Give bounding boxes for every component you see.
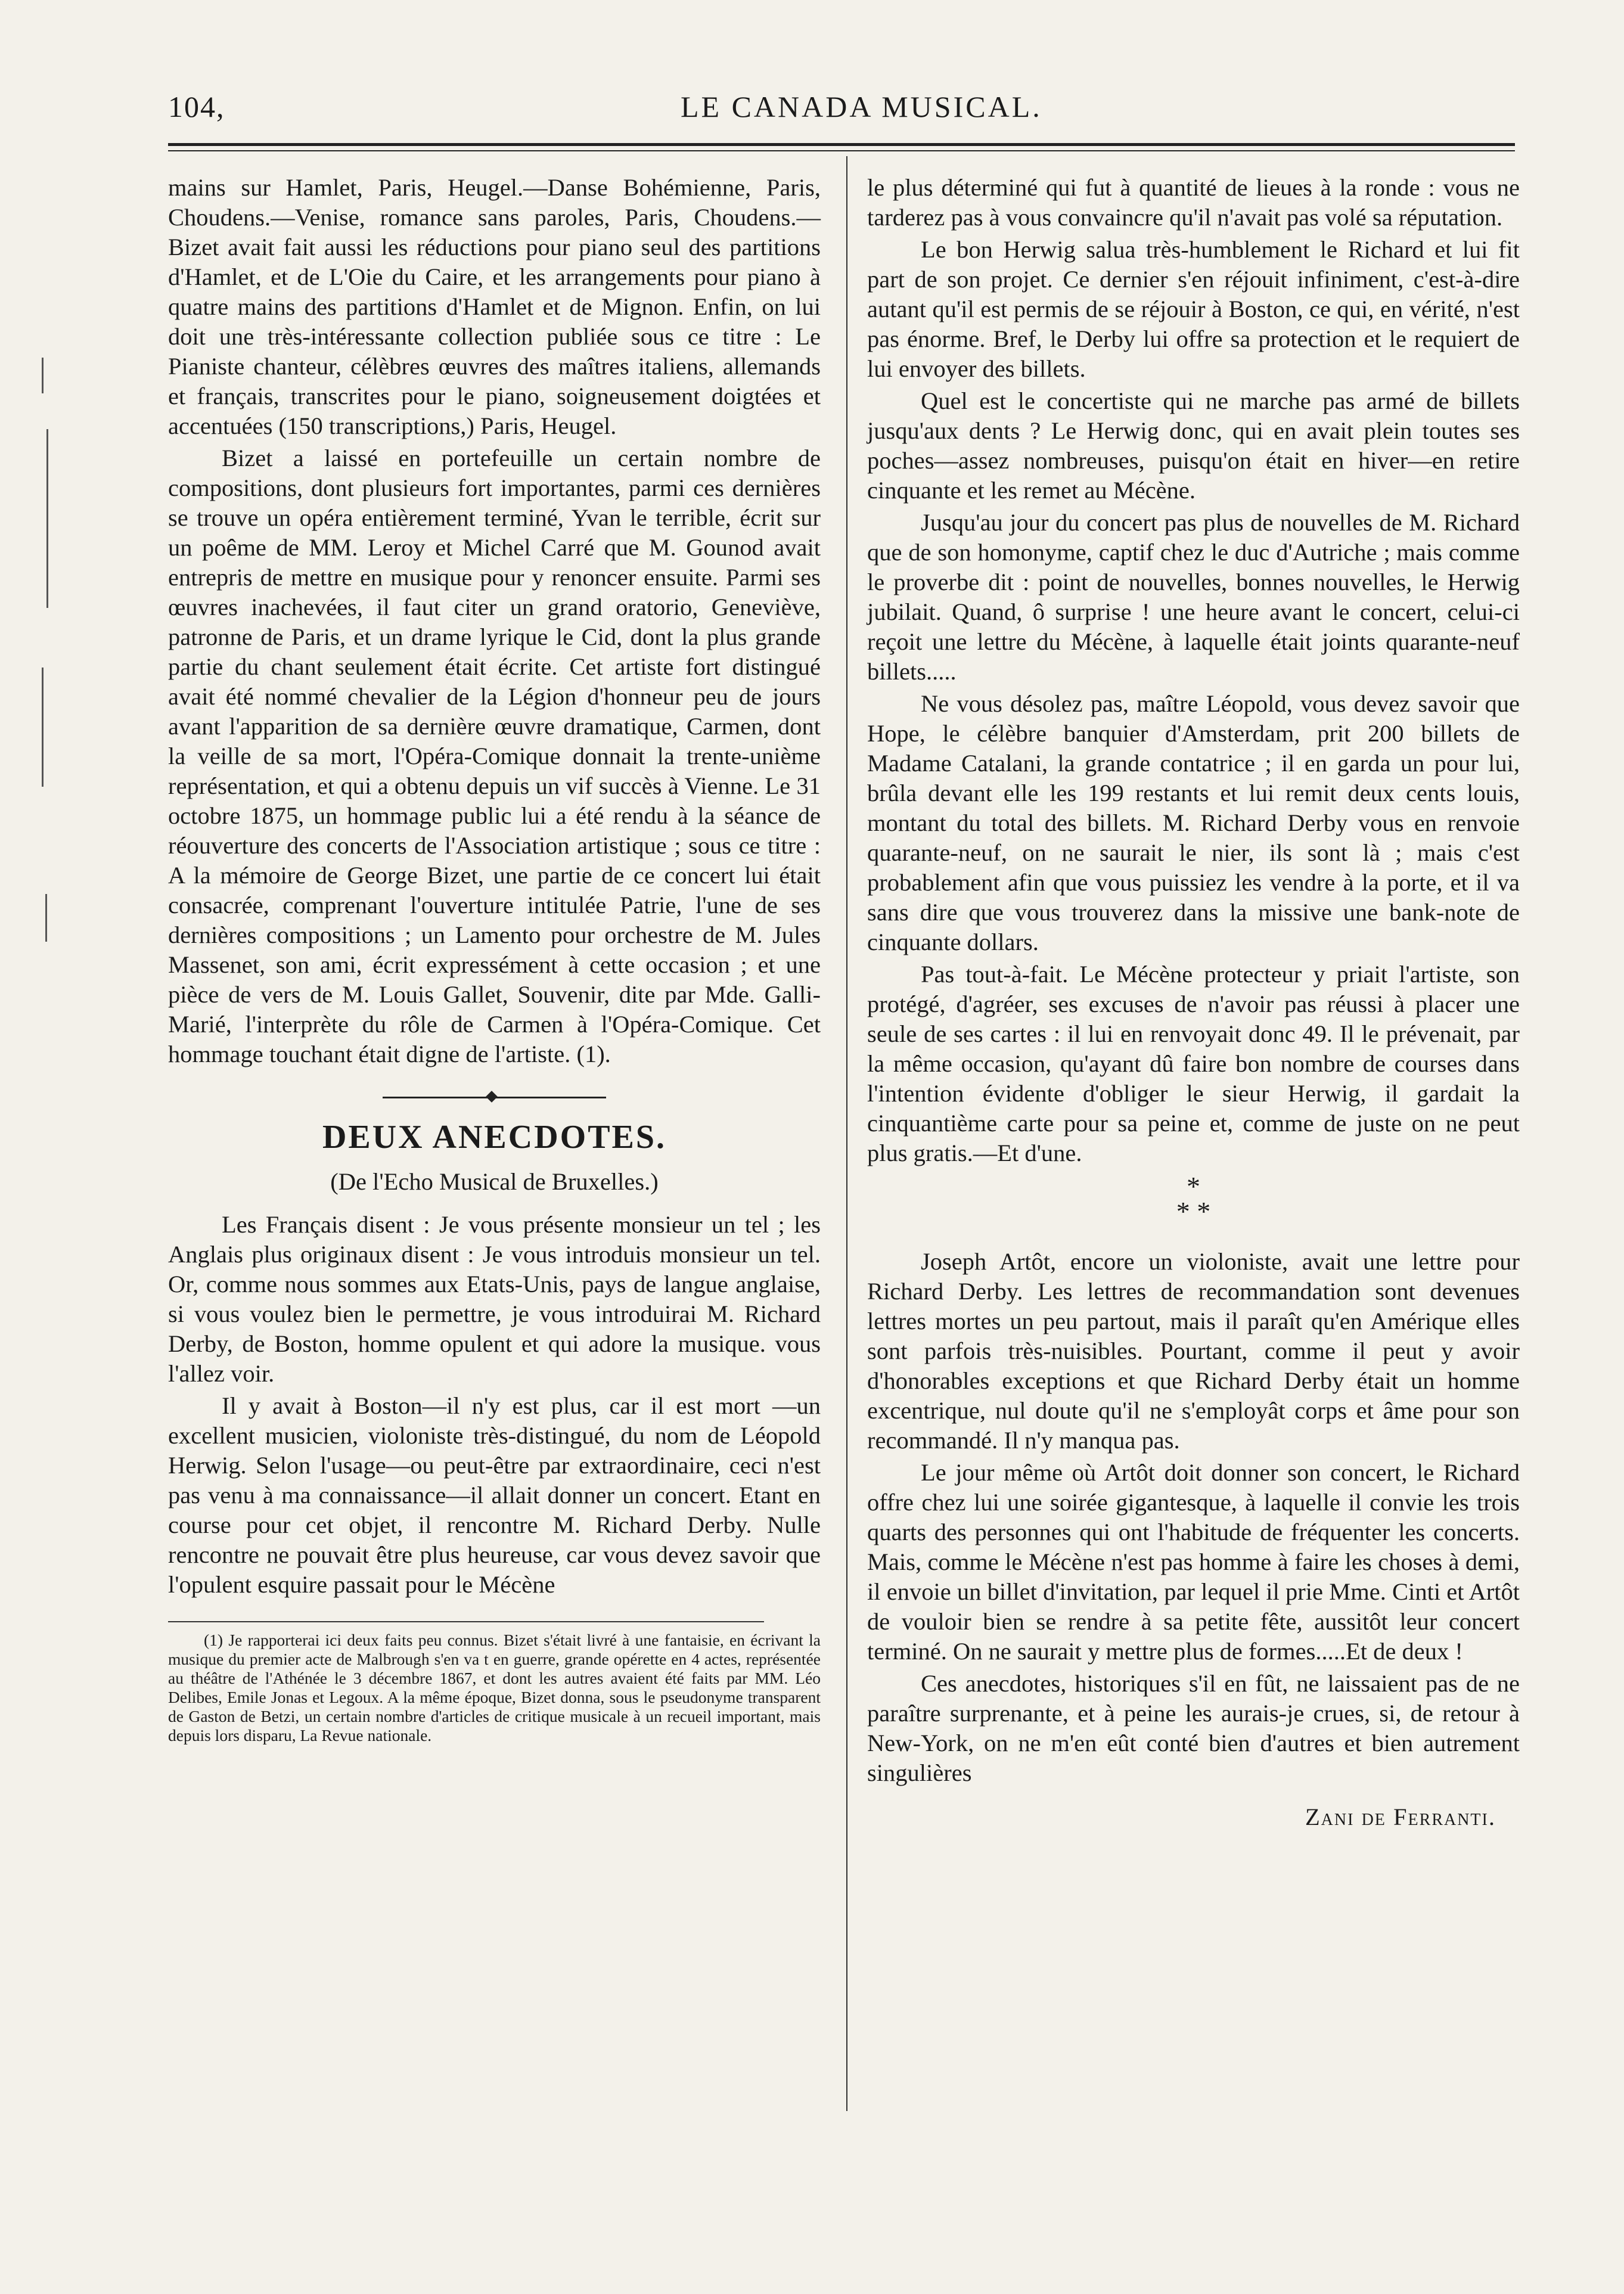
article-paragraph: Pas tout-à-fait. Le Mécène protecteur y priait l'artiste, son protégé, d'agréer, ses excuses de n'avoir pas réussi à placer une seule de ses cartes : il lui en renvoyait donc 49. Il le prévenait, par la même occasion, qu'ayant dû faire bon nombre de courses dans l'intention évidente d'obliger le sieur Herwig, il gardait la cinquantième carte pour sa peine et, comme de juste on ne peut plus gratis.—Et d'une. (867, 961, 1520, 1166)
article-paragraph: Quel est le concertiste qui ne marche pas armé de billets jusqu'aux dents ? Le Herwig donc, qui en avait plein toutes ses poches—assez nombreuses, puisqu'on était en hiver—en retire cinquante et les remet au Mécène. (867, 387, 1520, 504)
article-paragraph: Ne vous désolez pas, maître Léopold, vous devez savoir que Hope, le célèbre banquier d'Amsterdam, prit 200 billets de Madame Catalani, la grande contatrice ; il en garda un pour lui, brûla devant elle les 199 restants et lui remit deux cents louis, montant du total des billets. M. Richard Derby vous en renvoie quarante-neuf, on ne saurait le nier, ils sont là ; mais c'est probablement afin que vous puissiez les vendre à la porte, et il va sans dire que vous trouverez dans la missive une bank-note de cinquante dollars. (867, 690, 1520, 955)
page-header (168, 89, 1515, 131)
section-title: DEUX ANECDOTES. (322, 1119, 667, 1156)
right-column (867, 173, 1520, 1832)
left-column (168, 173, 821, 1745)
ornament-diamond-icon (486, 1091, 498, 1103)
article-paragraph: Le jour même où Artôt doit donner son concert, le Richard offre chez lui une soirée gigantesque, à laquelle il convie les trois quarts des personnes qui ont l'habitude de fréquenter les concerts. Mais, comme le Mécène n'est pas homme à faire les choses à demi, il envoie un billet d'invitation, par lequel il prie Mme. Cinti et Artôt de vouloir bien se rendre à sa petite fête, aussitôt leur concert terminé. On ne saurait y mettre plus de formes.....Et de deux ! (867, 1459, 1520, 1665)
article-paragraph: Bizet a laissé en portefeuille un certain nombre de compositions, dont plusieurs fort importantes, parmi ces dernières se trouve un opéra entièrement terminé, Yvan le terrible, écrit sur un poême de MM. Leroy et Michel Carré que M. Gounod avait entrepris de mettre en musique pour y renoncer ensuite. Parmi ses œuvres inachevées, il faut citer un grand oratorio, Geneviève, patronne de Paris, et un drame lyrique le Cid, dont la plus grande partie du chant seulement était écrite. Cet artiste fort distingué avait été nommé chevalier de la Légion d'honneur peu de jours avant l'apparition de sa dernière œuvre dramatique, Carmen, dont la veille de sa mort, l'Opéra-Comique donnait la trente-unième représentation, et qui a obtenu depuis un vif succès à Vienne. Le 31 octobre 1875, un hommage public lui a été rendu à la séance de réouverture des concerts de l'Association artistique ; sous ce titre : A la mémoire de George Bizet, une partie de ce concert lui était consacrée, comprenant l'ouverture intitulée Patrie, l'une de ses dernières compositions ; un Lamento pour orchestre de M. Jules Massenet, son ami, écrit expressément à cette occasion ; et une pièce de vers de M. Louis Gallet, Souvenir, dite par Mde. Galli-Marié, l'interprète du rôle de Carmen à l'Opéra-Comique. Cet hommage touchant était digne de l'artiste. (1). (168, 445, 821, 1067)
article-paragraph: Joseph Artôt, encore un violoniste, avait une lettre pour Richard Derby. Les lettres de recommandation sont devenues lettres mortes un peu partout, mais il paraît qu'en Amérique elles sont parfois très-nuisibles. Pourtant, comme il peut y avoir d'honorables exceptions et que Richard Derby était un homme excentrique, nul doute qu'il ne s'employât corps et âme pour son recommandé. Il n'y manqua pas. (867, 1248, 1520, 1454)
asterism-divider (867, 1171, 1520, 1227)
article-paragraph: Les Français disent : Je vous présente monsieur un tel ; les Anglais plus originaux disent : Je vous introduis monsieur un tel. Or, comme nous sommes aux Etats-Unis, pays de langue anglaise, si vous voulez bien le permettre, je vous introduirai M. Richard Derby, de Boston, homme opulent et qui adore la musique. vous l'allez voir. (168, 1211, 821, 1387)
section-source: (De l'Echo Musical de Bruxelles.) (330, 1168, 659, 1195)
column-divider (846, 156, 847, 2111)
article-paragraph: Il y avait à Boston—il n'y est plus, car il est mort —un excellent musicien, violoniste très-distingué, du nom de Léopold Herwig. Selon l'usage—ou peut-être par extraordinaire, ceci n'est pas venu à ma connaissance—il allait donner un concert. Etant en course pour cet objet, il rencontre M. Richard Derby. Nulle rencontre ne pouvait être plus heureuse, car vous devez savoir que l'opulent esquire passait pour le Mécène (168, 1392, 821, 1598)
article-paragraph: Jusqu'au jour du concert pas plus de nouvelles de M. Richard que de son homonyme, captif chez le duc d'Autriche ; mais comme le proverbe dit : point de nouvelles, bonnes nouvelles, le Herwig jubilait. Quand, ô surprise ! une heure avant le concert, celui-ci reçoit une lettre du Mécène, à laquelle était joints quarante-neuf billets..... (867, 509, 1520, 685)
asterism-top: * (1187, 1171, 1200, 1202)
author-signature: Zani de Ferranti. (1305, 1803, 1496, 1830)
article-paragraph: le plus déterminé qui fut à quantité de lieues à la ronde : vous ne tarderez pas à vous convaincre qu'il n'avait pas volé sa réputation. (867, 174, 1520, 231)
footnote: (1) Je rapporterai ici deux faits peu connus. Bizet s'était livré à une fantaisie, en écrivant la musique du premier acte de Malbrough s'en va t en guerre, grande opérette en 4 actes, représentée au théâtre de l'Athénée le 3 décembre 1867, et dont les autres avaient été faits par MM. Léo Delibes, Emile Jonas et Legoux. A la même époque, Bizet donna, sous le pseudonyme transparent de Gaston de Betzi, un certain nombre d'articles de critique musicale à un recueil important, mais depuis lors disparu, La Revue nationale. (168, 1631, 821, 1744)
footnote-rule (168, 1621, 764, 1622)
section-ornament (168, 1092, 821, 1103)
article-paragraph: Ces anecdotes, historiques s'il en fût, ne laissaient pas de ne paraître surprenante, et à peine les aurais-je crues, si, de retour à New-York, on ne m'en eût conté bien d'autres et bien autrement singulières (867, 1670, 1520, 1786)
header-rule-thin (168, 150, 1515, 151)
publication-title: LE CANADA MUSICAL. (681, 90, 1042, 123)
header-rule (168, 143, 1515, 146)
asterism-bottom: * * (1176, 1196, 1211, 1227)
article-paragraph: Le bon Herwig salua très-humblement le Richard et lui fit part de son projet. Ce dernier s'en réjouit infiniment, c'est-à-dire autant qu'il est permis de se réjouir à Boston, ce qui, en vérité, n'est pas énorme. Bref, le Derby lui offre sa protection et le requiert de lui envoyer des billets. (867, 236, 1520, 382)
article-paragraph: mains sur Hamlet, Paris, Heugel.—Danse Bohémienne, Paris, Choudens.—Venise, romance sans paroles, Paris, Choudens.—Bizet avait fait aussi les réductions pour piano seul des partitions d'Hamlet, et de L'Oie du Caire, et les arrangements pour piano à quatre mains des partitions d'Hamlet et de Mignon. Enfin, on lui doit une très-intéressante collection publiée sous ce titre : Le Pianiste chanteur, célèbres œuvres des maîtres italiens, allemands et français, transcrites pour le piano, soigneusement doigtées et accentuées (150 transcriptions,) Paris, Heugel. (168, 174, 821, 439)
page-number: 104, (168, 90, 225, 123)
binding-marks (42, 358, 66, 1192)
